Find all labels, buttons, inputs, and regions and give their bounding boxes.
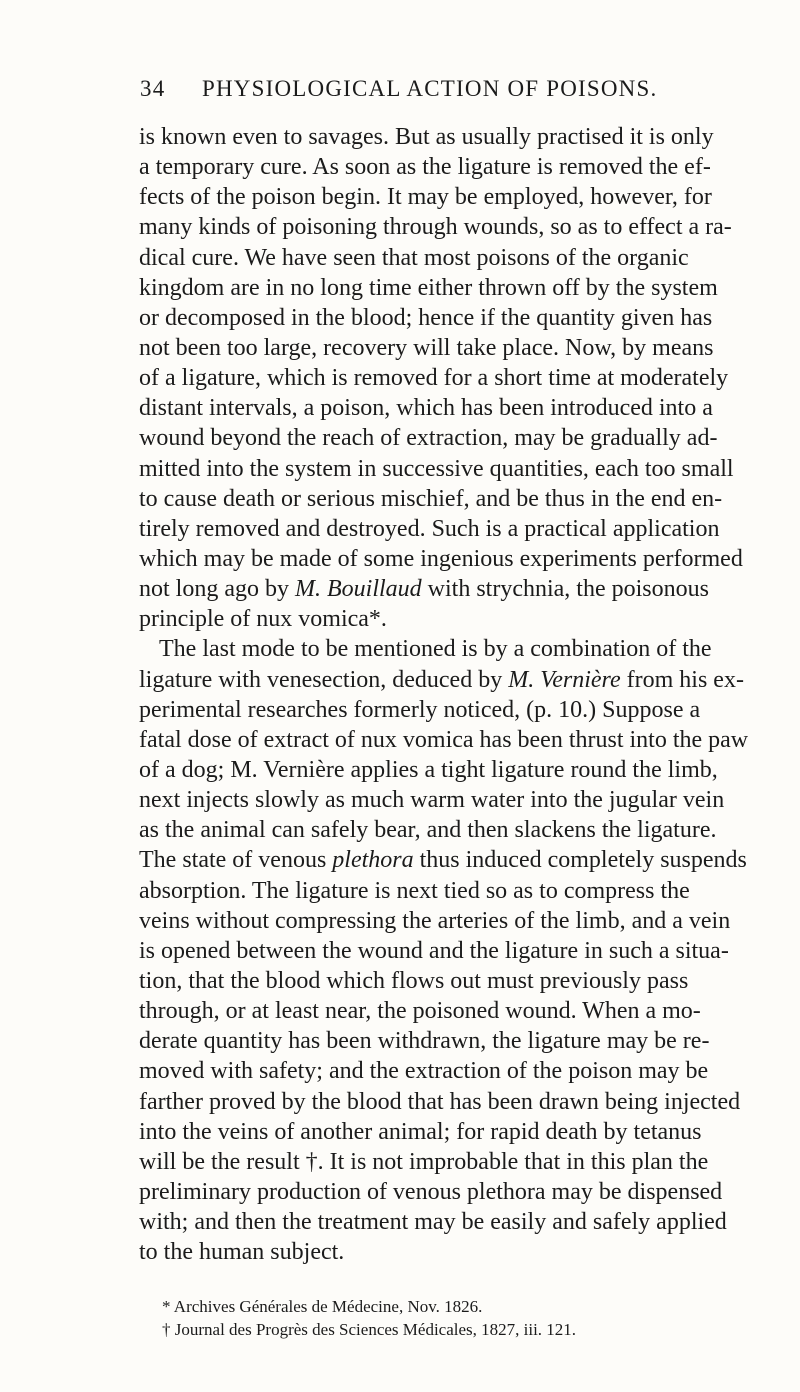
text-line: dical cure. We have seen that most poisons of the organic: [139, 244, 689, 271]
text-line: next injects slowly as much warm water into the jugular vein: [139, 787, 725, 814]
text-line: [139, 574, 709, 604]
text-line: will be the result †. It is not improbable that in this plan the: [139, 1148, 709, 1175]
text-line: as the animal can safely bear, and then slackens the ligature.: [139, 817, 717, 844]
body-text: [139, 122, 749, 1267]
text-line: which may be made of some ingenious experiments performed: [139, 545, 743, 572]
person-name: M. Bouillaud: [295, 576, 422, 603]
text-run: thus induced completely suspends: [413, 847, 747, 874]
text-line: with; and then the treatment may be easily and safely applied: [139, 1209, 727, 1236]
paragraph-end-line: principle of nux vomica*.: [139, 606, 387, 633]
paragraph-start-line: The last mode to be mentioned is by a combination of the: [159, 636, 712, 663]
text-line: derate quantity has been withdrawn, the ligature may be re-: [139, 1028, 710, 1055]
text-line: wound beyond the reach of extraction, may be gradually ad-: [139, 425, 718, 452]
text-line: perimental researches formerly noticed, (p. 10.) Suppose a: [139, 696, 701, 723]
text-line: distant intervals, a poison, which has been introduced into a: [139, 395, 713, 422]
text-run: with strychnia, the poisonous: [421, 576, 709, 603]
text-line: not been too large, recovery will take place. Now, by means: [139, 334, 714, 361]
text-line: fects of the poison begin. It may be employed, however, for: [139, 184, 712, 211]
paragraph-end-line: to the human subject.: [139, 1239, 345, 1266]
text-line: is known even to savages. But as usually practised it is only: [139, 124, 714, 150]
text-line: many kinds of poisoning through wounds, so as to effect a ra-: [139, 214, 732, 241]
text-line: kingdom are in no long time either thrown off by the system: [139, 274, 718, 301]
text-line: of a dog; M. Vernière applies a tight ligature round the limb,: [139, 756, 718, 783]
footnote: † Journal des Progrès des Sciences Médicales, 1827, iii. 121.: [162, 1320, 577, 1339]
text-line: is opened between the wound and the ligature in such a situa-: [139, 937, 729, 964]
running-title: PHYSIOLOGICAL ACTION OF POISONS.: [202, 76, 658, 101]
footnotes: [142, 1295, 682, 1341]
text-run: ligature with venesection, deduced by: [139, 666, 509, 693]
text-line: absorption. The ligature is next tied so as to compress the: [139, 877, 690, 904]
text-line: or decomposed in the blood; hence if the quantity given has: [139, 304, 713, 331]
text-line: tirely removed and destroyed. Such is a practical application: [139, 515, 720, 542]
person-name: M. Vernière: [508, 666, 621, 693]
text-line: through, or at least near, the poisoned wound. When a mo-: [139, 998, 701, 1025]
text-line: into the veins of another animal; for rapid death by tetanus: [139, 1118, 702, 1145]
text-run: from his ex-: [620, 666, 744, 693]
footnote: * Archives Générales de Médecine, Nov. 1826.: [162, 1297, 483, 1316]
text-line: farther proved by the blood that has been drawn being injected: [139, 1088, 741, 1115]
text-line: mitted into the system in successive quantities, each too small: [139, 455, 734, 482]
text-line: of a ligature, which is removed for a short time at moderately: [139, 365, 729, 392]
text-run: The state of venous: [139, 847, 333, 874]
emphasis: plethora: [332, 847, 414, 874]
text-line: moved with safety; and the extraction of the poison may be: [139, 1058, 709, 1085]
text-line: a temporary cure. As soon as the ligature is removed the ef-: [139, 154, 711, 181]
text-line: preliminary production of venous plethora may be dispensed: [139, 1178, 723, 1205]
text-line: fatal dose of extract of nux vomica has been thrust into the paw: [139, 726, 749, 753]
text-run: not long ago by: [139, 576, 295, 603]
page-number: 34: [140, 76, 166, 101]
text-line: [139, 845, 747, 875]
text-line: to cause death or serious mischief, and be thus in the end en-: [139, 485, 723, 512]
text-line: [139, 665, 744, 695]
text-line: veins without compressing the arteries of the limb, and a vein: [139, 907, 731, 934]
text-line: tion, that the blood which flows out must previously pass: [139, 967, 689, 994]
